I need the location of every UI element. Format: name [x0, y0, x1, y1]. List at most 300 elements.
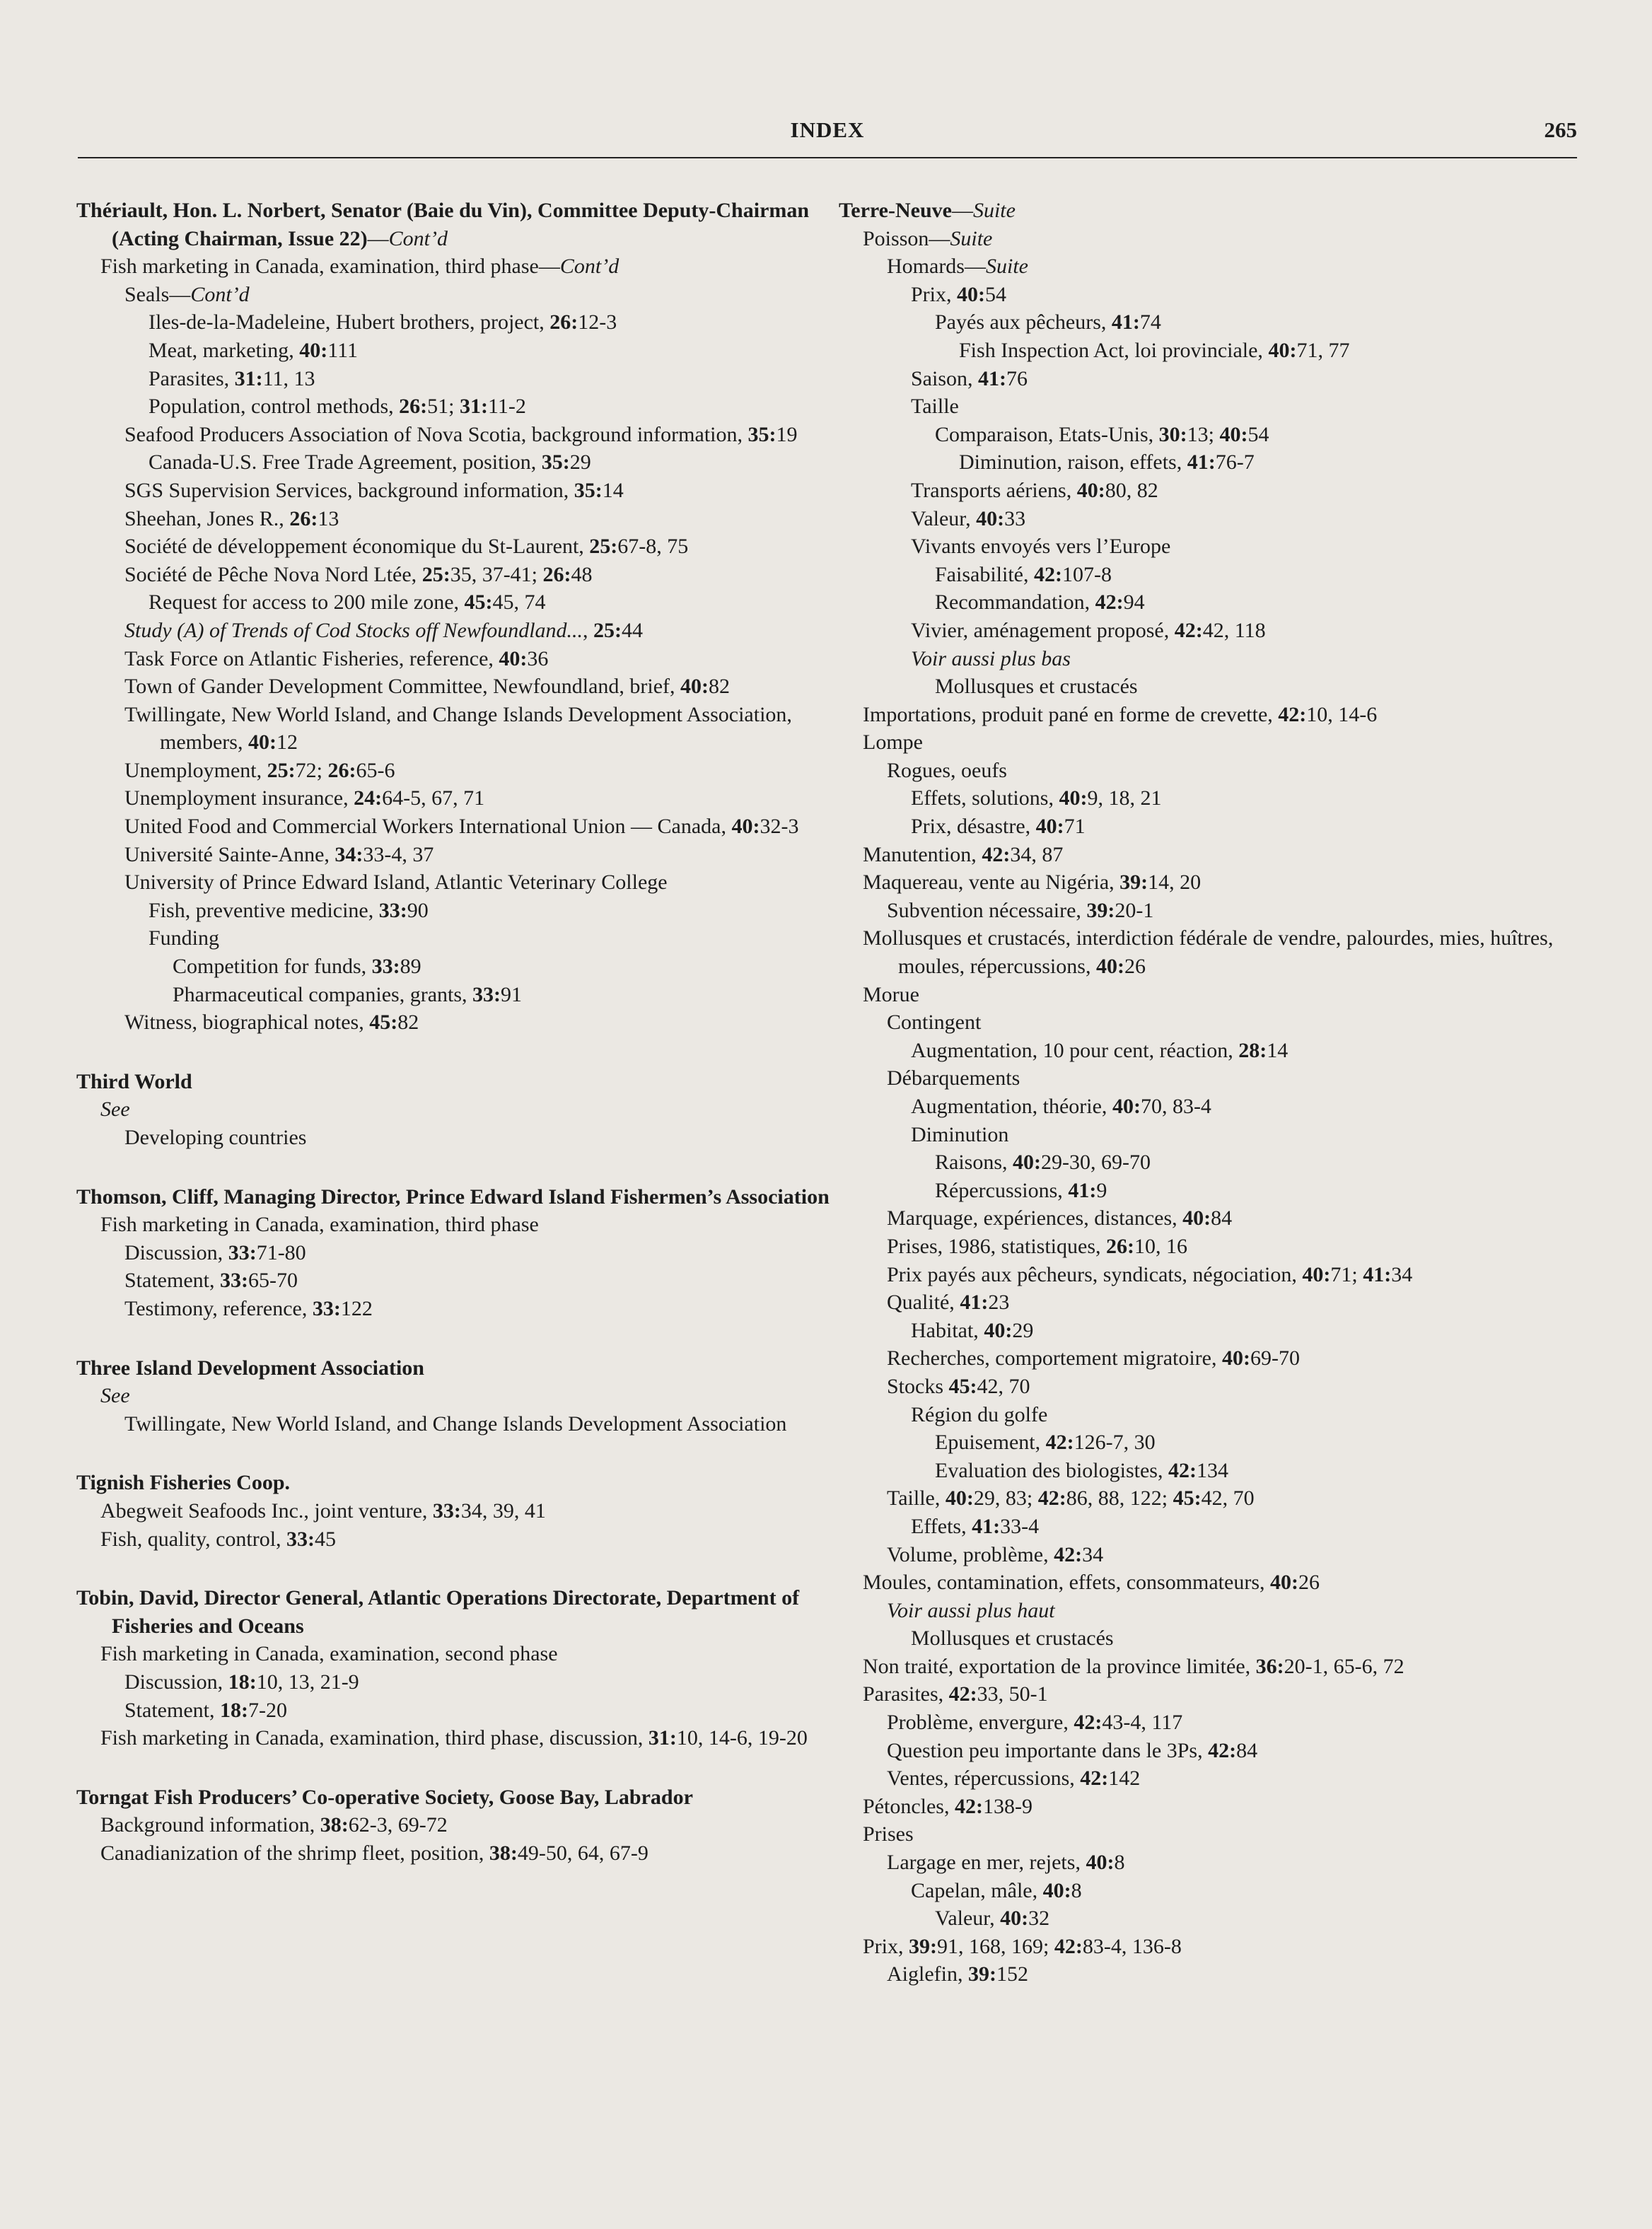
index-entry [839, 1541, 1588, 1569]
bold-text: 40: [731, 815, 760, 839]
index-entry [839, 1121, 1588, 1149]
entry-text: 10, 14-6, 19-20 [676, 1726, 808, 1750]
page-header [78, 117, 1577, 158]
entry-text: 45 [315, 1527, 337, 1551]
entry-text: Mollusques et crustacés, interdiction fédérale de vendre, palourdes, mies, huîtres, moules, répercussions, [863, 926, 1554, 979]
entry-text: Importations, produit pané en forme de crevette, [863, 702, 1279, 726]
bold-text: 40: [1035, 815, 1064, 839]
bold-text: 34: [335, 842, 363, 866]
bold-text: 33: [219, 1269, 248, 1293]
entry-text: Discussion, [124, 1670, 228, 1694]
entry-text: 71-80 [256, 1240, 306, 1264]
entry-text: Statement, [124, 1698, 220, 1722]
entry-text: 45, 74 [492, 590, 546, 615]
entry-text: Fish marketing in Canada, examination, third phase— [100, 255, 560, 279]
entry-text: Epuisement, [935, 1431, 1046, 1455]
italic-text: Cont’d [190, 282, 250, 306]
entry-text: Qualité, [887, 1291, 960, 1315]
index-entry [76, 365, 834, 393]
entry-text: Stocks [887, 1374, 949, 1398]
entry-text: Subvention nécessaire, [887, 898, 1087, 922]
italic-text: Study (A) of Trends of Cod Stocks off Newfoundland... [124, 618, 583, 642]
index-entry [76, 1410, 834, 1438]
index-entry [76, 813, 834, 841]
entry-text: Unemployment, [124, 758, 267, 782]
entry-text: 10, 14-6 [1306, 702, 1378, 726]
index-entry [839, 1597, 1588, 1625]
bold-text: Thériault, Hon. L. Norbert, Senator (Baie du Vin), Committee Deputy-Chairman (Acting Chairman, Issue 22) [76, 199, 810, 250]
italic-text: Voir aussi plus haut [887, 1598, 1055, 1622]
bold-text: 42: [1074, 1711, 1103, 1735]
bold-text: Three Island Development Association [76, 1356, 424, 1380]
entry-text: Twillingate, New World Island, and Change Islands Development Association [124, 1412, 787, 1436]
entry-gap [76, 1323, 834, 1354]
index-entry [839, 1513, 1588, 1541]
entry-text: Taille, [887, 1486, 946, 1511]
bold-text: 42: [948, 1682, 977, 1706]
entry-text: Valeur, [935, 1907, 1001, 1931]
index-entry [839, 1317, 1588, 1345]
index-entry [76, 924, 834, 953]
bold-text: 40: [945, 1486, 974, 1511]
index-entry [76, 897, 834, 925]
index-entry [76, 953, 834, 981]
entry-text: Effets, [911, 1514, 972, 1538]
entry-text: 82 [397, 1011, 419, 1035]
italic-text: See [100, 1384, 130, 1408]
entry-text: Vivier, aménagement proposé, [911, 618, 1175, 642]
entry-text: Seafood Producers Association of Nova Scotia, background information, [124, 422, 748, 446]
bold-text: 40: [1182, 1206, 1211, 1230]
index-entry [839, 924, 1588, 980]
entry-text: Statement, [124, 1269, 220, 1293]
bold-text: 18: [228, 1670, 257, 1694]
entry-text: Background information, [100, 1813, 320, 1837]
entry-text: Prix, [911, 282, 958, 306]
bold-text: 42: [1054, 1542, 1083, 1566]
bold-text: 39: [1119, 871, 1148, 895]
index-entry [76, 868, 834, 897]
entry-text: Volume, problème, [887, 1542, 1054, 1566]
bold-text: 42: [954, 1794, 983, 1818]
index-entry [839, 1148, 1588, 1177]
entry-text: Saison, [911, 366, 979, 390]
index-entry [839, 308, 1588, 337]
index-entry [76, 1724, 834, 1752]
entry-text: Fish marketing in Canada, examination, second phase [100, 1642, 558, 1666]
bold-text: 25: [267, 758, 296, 782]
index-entry [76, 1668, 834, 1697]
index-entry [839, 1008, 1588, 1037]
entry-text: 74 [1139, 310, 1161, 334]
entry-text: Parasites, [149, 366, 235, 390]
page-number: 265 [1544, 117, 1577, 142]
entry-text: 29 [1012, 1318, 1034, 1342]
index-entry [839, 1261, 1588, 1289]
bold-text: 26: [327, 758, 356, 782]
index-entry [839, 784, 1588, 813]
entry-text: 82 [709, 675, 731, 699]
bold-text: Third World [76, 1069, 192, 1093]
entry-text: Testimony, reference, [124, 1296, 313, 1320]
bold-text: 24: [354, 786, 383, 810]
index-entry [839, 841, 1588, 869]
bold-text: 40: [1112, 1095, 1141, 1118]
index-entry [76, 421, 834, 449]
index-entry [76, 1811, 834, 1839]
entry-text: 42, 70 [1201, 1486, 1255, 1511]
entry-text: Recommandation, [935, 590, 1095, 615]
index-entry [76, 673, 834, 701]
entry-text: 54 [985, 282, 1007, 306]
entry-text: Capelan, mâle, [911, 1878, 1043, 1902]
bold-text: 41: [1363, 1262, 1392, 1286]
index-entry [839, 477, 1588, 505]
entry-text: 142 [1108, 1767, 1141, 1791]
entry-text: Fish Inspection Act, loi provinciale, [959, 338, 1269, 362]
index-entry [76, 784, 834, 813]
entry-text: 94 [1123, 590, 1145, 615]
index-entry [76, 505, 834, 533]
index-entry [839, 1764, 1588, 1793]
index-entry [839, 1709, 1588, 1737]
entry-text: 33-4, 37 [363, 842, 434, 866]
index-entry [839, 421, 1588, 449]
italic-text: See [100, 1098, 130, 1122]
entry-text: Prises, 1986, statistiques, [887, 1234, 1107, 1258]
entry-text: 65-70 [248, 1269, 298, 1293]
entry-text: Raisons, [935, 1151, 1013, 1175]
index-entry [76, 308, 834, 337]
index-entry [839, 1680, 1588, 1709]
index-entry [76, 1525, 834, 1554]
entry-text: 43-4, 117 [1102, 1711, 1183, 1735]
entry-text: Population, control methods, [149, 395, 400, 419]
bold-text: 31: [648, 1726, 677, 1750]
entry-text: Task Force on Atlantic Fisheries, reference, [124, 646, 499, 670]
index-entry [76, 1295, 834, 1323]
index-entry [839, 1037, 1588, 1065]
entry-text: 36 [527, 646, 549, 670]
entry-text: Société de développement économique du St-Laurent, [124, 535, 590, 559]
index-entry [839, 1877, 1588, 1905]
index-entry [839, 365, 1588, 393]
bold-text: 42: [1278, 702, 1307, 726]
entry-text: Faisabilité, [935, 562, 1034, 586]
entry-text: Fish, preventive medicine, [149, 898, 379, 922]
entry-text: University of Prince Edward Island, Atlantic Veterinary College [124, 871, 668, 895]
bold-text: 40: [1270, 1571, 1298, 1595]
bold-text: 40: [248, 731, 277, 755]
index-heading [76, 1354, 834, 1383]
entry-text: 51; [427, 395, 460, 419]
bold-text: 33: [472, 982, 501, 1006]
entry-text: 29-30, 69-70 [1041, 1151, 1151, 1175]
bold-text: 18: [219, 1698, 248, 1722]
entry-text: 35, 37-41; [450, 562, 543, 586]
bold-text: 42: [1033, 562, 1062, 586]
entry-text: Lompe [863, 731, 923, 755]
entry-text: Mollusques et crustacés [935, 675, 1138, 699]
index-entry [839, 673, 1588, 701]
index-entry [76, 645, 834, 673]
bold-text: Thomson, Cliff, Managing Director, Prince Edward Island Fishermen’s Association [76, 1185, 830, 1209]
entry-text: 26 [1124, 955, 1146, 979]
entry-text: 14 [1267, 1038, 1289, 1062]
bold-text: 25: [593, 618, 622, 642]
bold-text: 39: [967, 1962, 996, 1986]
entry-text: SGS Supervision Services, background information, [124, 478, 574, 502]
index-heading [839, 197, 1588, 225]
bold-text: 42: [1208, 1738, 1237, 1762]
index-entry [839, 868, 1588, 897]
entry-text: Mollusques et crustacés [911, 1626, 1114, 1651]
index-entry [839, 1793, 1588, 1821]
entry-text: Homards— [887, 255, 986, 279]
index-entry [839, 1820, 1588, 1849]
index-entry [76, 281, 834, 309]
entry-text: Augmentation, 10 pour cent, réaction, [911, 1038, 1239, 1062]
entry-text: Question peu importante dans le 3Ps, [887, 1738, 1209, 1762]
index-entry [76, 1008, 834, 1037]
index-entry [839, 1484, 1588, 1513]
entry-text: 33-4 [1000, 1514, 1040, 1538]
entry-text: 90 [407, 898, 429, 922]
entry-text: 76 [1006, 366, 1028, 390]
index-entry [839, 448, 1588, 477]
bold-text: 42: [1045, 1431, 1074, 1455]
bold-text: 35: [574, 478, 603, 502]
entry-text: 13 [318, 506, 339, 530]
entry-text: Iles-de-la-Madeleine, Hubert brothers, project, [149, 310, 550, 334]
bold-text: 40: [976, 506, 1005, 530]
index-entry [76, 757, 834, 785]
entry-text: Seals— [124, 282, 191, 306]
index-entry [839, 588, 1588, 617]
index-heading [76, 1469, 834, 1497]
entry-text: Diminution, raison, effets, [959, 450, 1187, 475]
index-heading [76, 1783, 834, 1812]
index-entry [839, 1428, 1588, 1457]
bold-text: 26: [1106, 1234, 1135, 1258]
index-heading [76, 1584, 834, 1640]
index-entry [839, 1933, 1588, 1961]
entry-text: Vivants envoyés vers l’Europe [911, 535, 1171, 559]
bold-text: 40: [1268, 338, 1297, 362]
index-entry [76, 532, 834, 561]
italic-text: Cont’d [388, 226, 448, 250]
index-entry [839, 1401, 1588, 1429]
bold-text: 25: [589, 535, 618, 559]
left-index-column [76, 197, 834, 1867]
entry-text: Canada-U.S. Free Trade Agreement, position, [149, 450, 542, 475]
entry-text: Parasites, [863, 1682, 949, 1706]
entry-text: 34, 87 [1010, 842, 1064, 866]
bold-text: 26: [399, 395, 428, 419]
bold-text: 26: [289, 506, 318, 530]
entry-text: 34, 39, 41 [460, 1498, 546, 1523]
entry-text: Région du golfe [911, 1402, 1048, 1426]
entry-text: Contingent [887, 1011, 982, 1035]
entry-text: 67-8, 75 [617, 535, 689, 559]
entry-text: Prix payés aux pêcheurs, syndicats, négociation, [887, 1262, 1303, 1286]
entry-text: 111 [327, 338, 359, 362]
entry-text: United Food and Commercial Workers International Union — Canada, [124, 815, 732, 839]
entry-text: 23 [988, 1291, 1010, 1315]
index-entry [839, 1177, 1588, 1205]
entry-text: 69-70 [1250, 1346, 1300, 1370]
entry-text: 126-7, 30 [1074, 1431, 1156, 1455]
entry-text: 20-1, 65-6, 72 [1284, 1654, 1404, 1678]
entry-text: 44 [622, 618, 644, 642]
bold-text: 45: [369, 1011, 398, 1035]
index-entry [76, 617, 834, 645]
entry-text: Valeur, [911, 506, 977, 530]
bold-text: 33: [312, 1296, 341, 1320]
right-index-column [839, 197, 1588, 1989]
bold-text: 40: [1076, 478, 1105, 502]
entry-text: Habitat, [911, 1318, 984, 1342]
entry-text: 20-1 [1115, 898, 1154, 922]
bold-text: 45: [1173, 1486, 1202, 1511]
entry-text: 9 [1096, 1178, 1107, 1202]
entry-text: Pharmaceutical companies, grants, [173, 982, 473, 1006]
index-entry [839, 1093, 1588, 1121]
entry-text: 89 [400, 955, 421, 979]
bold-text: 42: [1080, 1767, 1109, 1791]
bold-text: 40: [1302, 1262, 1331, 1286]
bold-text: 39: [909, 1934, 938, 1958]
entry-text: 10, 13, 21-9 [256, 1670, 359, 1694]
entry-text: 76-7 [1215, 450, 1255, 475]
entry-text: 64-5, 67, 71 [382, 786, 485, 810]
index-entry [839, 337, 1588, 365]
entry-text: Manutention, [863, 842, 982, 866]
bold-text: Terre-Neuve [839, 199, 952, 222]
entry-text: Witness, biographical notes, [124, 1011, 370, 1035]
bold-text: 33: [378, 898, 407, 922]
entry-text: Sheehan, Jones R., [124, 506, 290, 530]
index-entry [839, 1960, 1588, 1989]
entry-text: Rogues, oeufs [887, 758, 1007, 782]
entry-text: 26 [1298, 1571, 1320, 1595]
entry-text: Université Sainte-Anne, [124, 842, 335, 866]
entry-text: Request for access to 200 mile zone, [149, 590, 465, 615]
bold-text: 40: [984, 1318, 1013, 1342]
entry-text: Aiglefin, [887, 1962, 968, 1986]
index-entry [76, 1697, 834, 1725]
bold-text: 41: [1187, 450, 1216, 475]
index-entry [76, 448, 834, 477]
bold-text: 33: [371, 955, 400, 979]
bold-text: 40: [1000, 1907, 1029, 1931]
bold-text: 33: [286, 1527, 315, 1551]
entry-text: , [583, 618, 594, 642]
entry-text: 12-3 [578, 310, 617, 334]
bold-text: 42: [1037, 1486, 1066, 1511]
entry-text: Transports aériens, [911, 478, 1077, 502]
entry-text: Poisson— [863, 226, 950, 250]
entry-text: Meat, marketing, [149, 338, 300, 362]
entry-text: 14 [602, 478, 624, 502]
entry-text: Effets, solutions, [911, 786, 1059, 810]
entry-text: 19 [776, 422, 798, 446]
bold-text: 28: [1238, 1038, 1267, 1062]
entry-text: 65-6 [356, 758, 395, 782]
bold-text: 40: [957, 282, 986, 306]
index-entry [839, 1204, 1588, 1233]
index-entry [839, 1288, 1588, 1317]
entry-text: Société de Pêche Nova Nord Ltée, [124, 562, 422, 586]
entry-text: 138-9 [982, 1794, 1032, 1818]
bold-text: 42: [1054, 1934, 1083, 1958]
bold-text: 45: [948, 1374, 977, 1398]
index-entry [76, 1239, 834, 1267]
bold-text: Tobin, David, Director General, Atlantic Operations Directorate, Department of Fisheries and Oceans [76, 1586, 800, 1638]
index-entry [76, 392, 834, 421]
entry-text: Fish, quality, control, [100, 1527, 287, 1551]
entry-text: 8 [1071, 1878, 1082, 1902]
index-heading [76, 1068, 834, 1096]
bold-text: 41: [1111, 310, 1140, 334]
entry-text: Pétoncles, [863, 1794, 955, 1818]
entry-text: Evaluation des biologistes, [935, 1458, 1168, 1482]
entry-text: 84 [1211, 1206, 1233, 1230]
entry-text: Non traité, exportation de la province limitée, [863, 1654, 1256, 1678]
index-entry [76, 561, 834, 589]
index-heading [76, 197, 834, 252]
bold-text: 40: [299, 338, 328, 362]
entry-gap [76, 1152, 834, 1183]
index-entry [839, 1373, 1588, 1401]
italic-text: Suite [985, 255, 1028, 279]
index-entry [839, 1344, 1588, 1373]
bold-text: 41: [978, 366, 1007, 390]
index-heading [76, 1183, 834, 1211]
bold-text: 42: [1168, 1458, 1197, 1482]
entry-text: 71, 77 [1296, 338, 1350, 362]
bold-text: 41: [960, 1291, 989, 1315]
entry-text: 70, 83-4 [1140, 1095, 1211, 1118]
entry-text: 33, 50-1 [977, 1682, 1048, 1706]
entry-text: Prix, désastre, [911, 815, 1036, 839]
italic-text: Suite [972, 199, 1016, 222]
entry-text: 11, 13 [262, 366, 315, 390]
entry-text: Comparaison, Etats-Unis, [935, 422, 1159, 446]
entry-text: 152 [996, 1962, 1028, 1986]
entry-text: 7-20 [248, 1698, 287, 1722]
entry-text: 32-3 [760, 815, 799, 839]
bold-text: 40: [1095, 955, 1124, 979]
index-entry [839, 813, 1588, 841]
italic-text: Voir aussi plus bas [911, 646, 1071, 670]
entry-text: 42, 70 [977, 1374, 1030, 1398]
entry-text: Ventes, répercussions, [887, 1767, 1081, 1791]
bold-text: 40: [1013, 1151, 1042, 1175]
index-entry [76, 252, 834, 281]
index-entry [76, 1382, 834, 1410]
entry-gap [76, 1037, 834, 1068]
entry-text: 83-4, 136-8 [1082, 1934, 1182, 1958]
entry-text: 29, 83; [973, 1486, 1038, 1511]
index-entry [839, 1737, 1588, 1765]
header-rule [78, 157, 1577, 158]
index-entry [76, 841, 834, 869]
index-entry [76, 981, 834, 1009]
index-entry [76, 1839, 834, 1868]
entry-text: 34 [1391, 1262, 1413, 1286]
bold-text: 33: [228, 1240, 257, 1264]
